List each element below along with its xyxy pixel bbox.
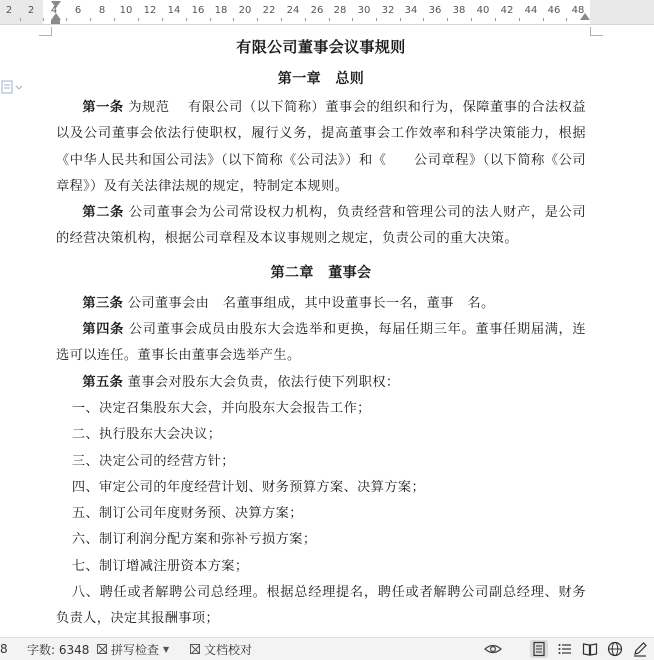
- ruler-label: 46: [547, 5, 561, 16]
- power-item: 二、执行股东大会决议；: [71, 427, 222, 443]
- ruler-tick: [43, 18, 44, 21]
- ruler-margin-right: [590, 0, 654, 24]
- ruler-label: 28: [333, 5, 347, 16]
- right-indent-marker[interactable]: [580, 13, 590, 20]
- margin-corner-right: [590, 27, 603, 36]
- spell-check-button[interactable]: [97, 638, 169, 660]
- chapter-1-heading: 第一章 总则: [277, 71, 365, 87]
- ruler-label: 42: [500, 5, 514, 16]
- ruler-tick: [114, 18, 115, 21]
- paragraph-layout-icon[interactable]: [1, 79, 23, 95]
- article-3-text: 公司董事会由 名董事组成，其中设董事长一名，董事 名。: [123, 295, 495, 311]
- hanging-indent-marker[interactable]: [51, 13, 61, 20]
- ruler-tick: [566, 18, 567, 21]
- doc-proof-label: 文档校对: [204, 642, 253, 657]
- article-2: [56, 200, 586, 253]
- power-item: 七、制订增减注册资本方案；: [71, 558, 249, 574]
- ruler-tick: [423, 18, 424, 21]
- power-item: 五、制订公司年度财务预、决算方案；: [71, 506, 303, 522]
- ruler-label: 44: [524, 5, 538, 16]
- ruler-tick: [66, 18, 67, 21]
- ruler-tick: [233, 18, 234, 21]
- ruler-label: 36: [428, 5, 442, 16]
- ruler-label: 20: [238, 5, 252, 16]
- page-view-icon[interactable]: [530, 640, 548, 658]
- eye-protection-icon[interactable]: [484, 642, 502, 656]
- web-view-icon[interactable]: [607, 641, 623, 657]
- ruler-label: 30: [357, 5, 371, 16]
- word-count[interactable]: [27, 638, 89, 660]
- ruler-tick: [305, 18, 306, 21]
- ruler-tick: [519, 18, 520, 21]
- ruler-tick: [281, 18, 282, 21]
- ruler-label: 40: [476, 5, 490, 16]
- ruler-label: 34: [404, 5, 418, 16]
- spell-check-icon: [97, 644, 107, 654]
- ruler-label: 26: [310, 5, 324, 16]
- ruler-label: 8: [98, 5, 106, 16]
- outline-view-icon[interactable]: [557, 641, 573, 657]
- article-1-label: 第一条: [82, 100, 124, 115]
- ruler-tick: [20, 18, 21, 21]
- spell-check-label: 拼写检查: [111, 642, 160, 657]
- article-3-label: 第三条: [82, 295, 124, 311]
- ruler-tick: [447, 18, 448, 21]
- article-2-text: 公司董事会为公司常设权力机构，负责经营和管理公司的法人财产，是公司的经营决策机构，根据公司章程及本议事规则之规定，负责公司的重大决策。: [56, 205, 586, 247]
- ruler-tick: [186, 18, 187, 21]
- ruler-tick: [495, 18, 496, 21]
- ruler-label: 38: [452, 5, 466, 16]
- power-item: 六、制订利润分配方案和弥补亏损方案；: [71, 532, 317, 548]
- ruler-label: 6: [74, 5, 82, 16]
- status-bar: [0, 637, 654, 660]
- margin-corner-left: [39, 27, 52, 36]
- article-5-label: 第五条: [82, 374, 124, 390]
- ruler-tick: [138, 18, 139, 21]
- doc-proof-icon: [190, 644, 200, 654]
- article-5: [56, 370, 586, 396]
- ruler-label: 10: [119, 5, 133, 16]
- first-line-indent-marker[interactable]: [51, 1, 61, 8]
- article-4-text: 公司董事会成员由股东大会选举和更换，每届任期三年。董事任期届满，连选可以连任。董事长由董事会选举产生。: [56, 322, 586, 364]
- ruler-tick: [400, 18, 401, 21]
- doc-proof-button[interactable]: [190, 638, 252, 660]
- article-1: [56, 95, 586, 200]
- ruler-tick: [210, 18, 211, 21]
- horizontal-ruler[interactable]: [0, 0, 654, 25]
- chevron-down-icon: ▼: [163, 644, 170, 654]
- ruler-tick: [471, 18, 472, 21]
- ruler-label: 14: [167, 5, 181, 16]
- document-page[interactable]: [0, 25, 654, 635]
- article-1-text: 为规范 有限公司（以下简称）董事会的组织和行为，保障董事的合法权益以及公司董事会依法行使职权，履行义务，提高董事会工作效率和科学决策能力，根据《中华人民共和国公司法》（以下简称《公司法》）和《 公司章程》（以下简称《公司章程》）及有关法律法规的规定，特制定本规则。: [56, 100, 587, 194]
- page-number: 8: [0, 642, 8, 656]
- pen-edit-icon[interactable]: [632, 641, 648, 657]
- power-item: 四、审定公司的年度经营计划、财务预算方案、决算方案；: [71, 479, 426, 495]
- ruler-label: 18: [214, 5, 228, 16]
- reading-view-icon[interactable]: [582, 641, 598, 657]
- chapter-2-heading: 第二章 董事会: [270, 264, 372, 281]
- ruler-tick: [257, 18, 258, 21]
- document-body[interactable]: [56, 37, 586, 633]
- ruler-label: 4: [50, 5, 58, 16]
- ruler-label: 16: [191, 5, 205, 16]
- article-4-label: 第四条: [82, 322, 124, 338]
- ruler-label: 24: [286, 5, 300, 16]
- view-controls: [484, 638, 648, 660]
- power-item: 三、决定公司的经营方针；: [71, 453, 235, 469]
- power-item: 八、聘任或者解聘公司总经理。根据总经理提名，聘任或者解聘公司副总经理、财务负责人，决定其报酬事项；: [56, 585, 586, 627]
- ruler-label: 32: [381, 5, 395, 16]
- article-4: [56, 317, 586, 370]
- ruler-label: 48: [571, 5, 585, 16]
- ruler-tick: [352, 18, 353, 21]
- page-indicator[interactable]: [0, 638, 8, 660]
- ruler-tick: [90, 18, 91, 21]
- ruler-label: 2: [5, 5, 13, 16]
- article-2-label: 第二条: [82, 205, 124, 221]
- article-3: [56, 291, 586, 317]
- power-item: 一、决定召集股东大会，并向股东大会报告工作；: [71, 400, 371, 416]
- ruler-tick: [376, 18, 377, 21]
- word-count-label: 字数: 6348: [27, 642, 90, 657]
- ruler-label: 2: [27, 5, 35, 16]
- article-5-text: 董事会对股东大会负责，依法行使下列职权：: [123, 374, 400, 390]
- ruler-tick: [543, 18, 544, 21]
- document-title: 有限公司董事会议事规则: [236, 38, 406, 56]
- ruler-tick: [162, 18, 163, 21]
- left-indent-marker[interactable]: [51, 20, 60, 24]
- ruler-tick: [329, 18, 330, 21]
- ruler-label: 22: [262, 5, 276, 16]
- ruler-label: 12: [143, 5, 157, 16]
